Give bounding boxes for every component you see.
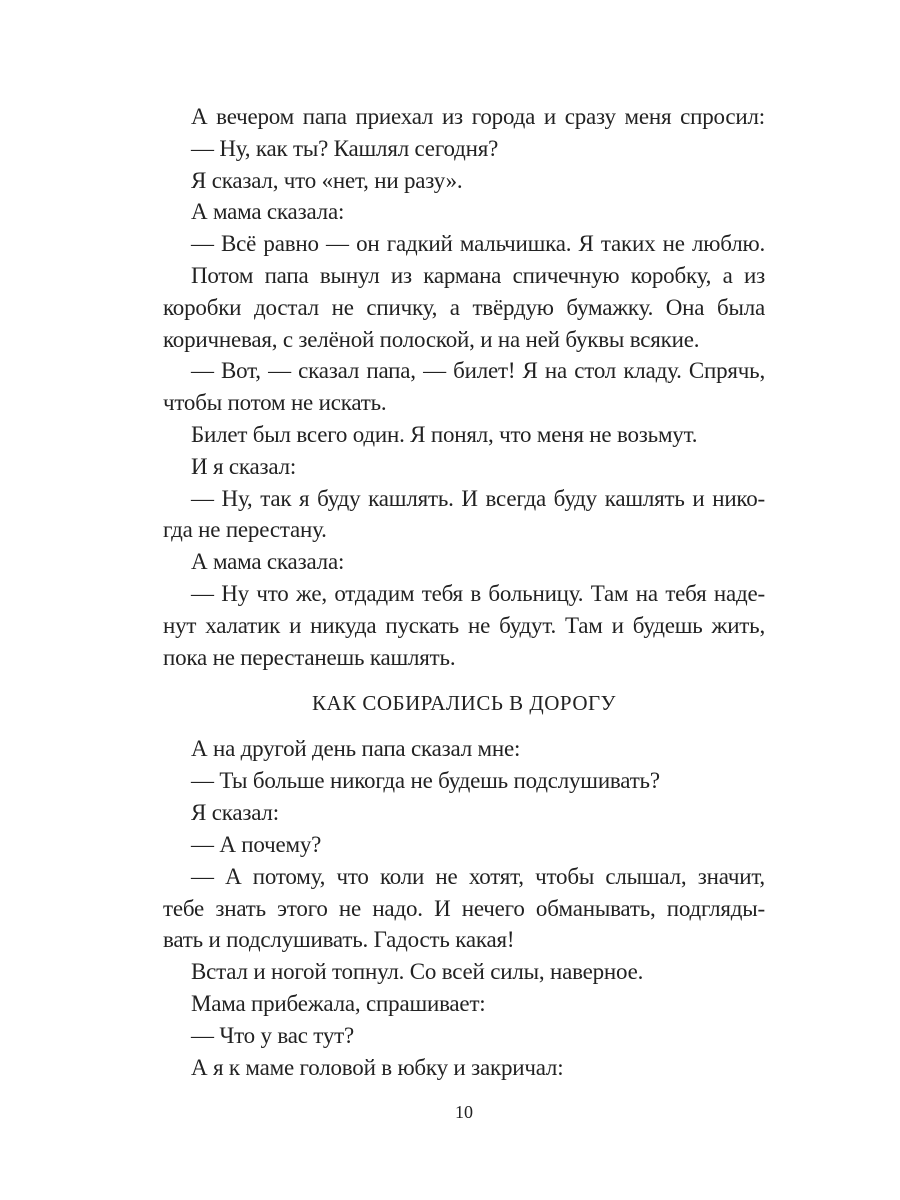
text-line: А мама сказала: [191,199,345,225]
text-line: А вечером папа приехал из города и сразу меня спросил: [191,104,765,129]
text-line: Билет был всего один. Я понял, что меня не возьмут. [191,422,698,447]
text-line: А мама сказала: [191,549,345,575]
text-line: — Вот, — сказал папа, — билет! Я на стол кладу. Спрячь, [191,358,765,384]
text-line: пока не перестанешь кашлять. [163,644,456,670]
text-line: Встал и ногой топнул. Со всей силы, наверное. [191,959,644,985]
text-line: вать и подслушивать. Гадость какая! [163,927,515,953]
text-line: А я к маме головой в юбку и закричал: [191,1055,564,1080]
page-number: 10 [455,1102,473,1122]
text-line: — Ну, как ты? Кашлял сегодня? [191,135,499,161]
text-line: А на другой день папа сказал мне: [191,736,521,761]
text-line: — Всё равно — он гадкий мальчишка. Я таких не люблю. [191,231,765,257]
chapter-heading: КАК СОБИРАЛИСЬ В ДОРОГУ [311,691,617,715]
text-line: И я сказал: [191,453,297,479]
text-line: Мама прибежала, спрашивает: [191,991,486,1017]
text-line: нут халатик и никуда пускать не будут. Там и будешь жить, [163,612,765,638]
text-line: — Ну, так я буду кашлять. И всегда буду кашлять и нико- [191,485,765,511]
text-line: Я сказал: [191,799,279,825]
text-line: коричневая, с зелёной полоской, и на ней буквы всякие. [163,326,700,352]
text-line: чтобы потом не искать. [163,390,387,416]
text-line: коробки достал не спичку, а твёрдую бумажку. Она была [163,294,765,320]
text-line: — Что у вас тут? [191,1023,354,1049]
text-line: — А потому, что коли не хотят, чтобы слышал, значит, [191,863,765,889]
text-line: — Ну что же, отдадим тебя в больницу. Там на тебя наде- [191,581,765,606]
text-line: Потом папа вынул из кармана спичечную коробку, а из [191,263,765,288]
text-line: гда не перестану. [163,517,327,543]
text-line: — Ты больше никогда не будешь подслушивать? [191,767,660,793]
text-line: Я сказал, что «нет, ни разу». [191,167,463,193]
text-line: тебе знать этого не надо. И нечего обманывать, подгляды- [163,895,765,921]
text-line: — А почему? [191,831,322,857]
